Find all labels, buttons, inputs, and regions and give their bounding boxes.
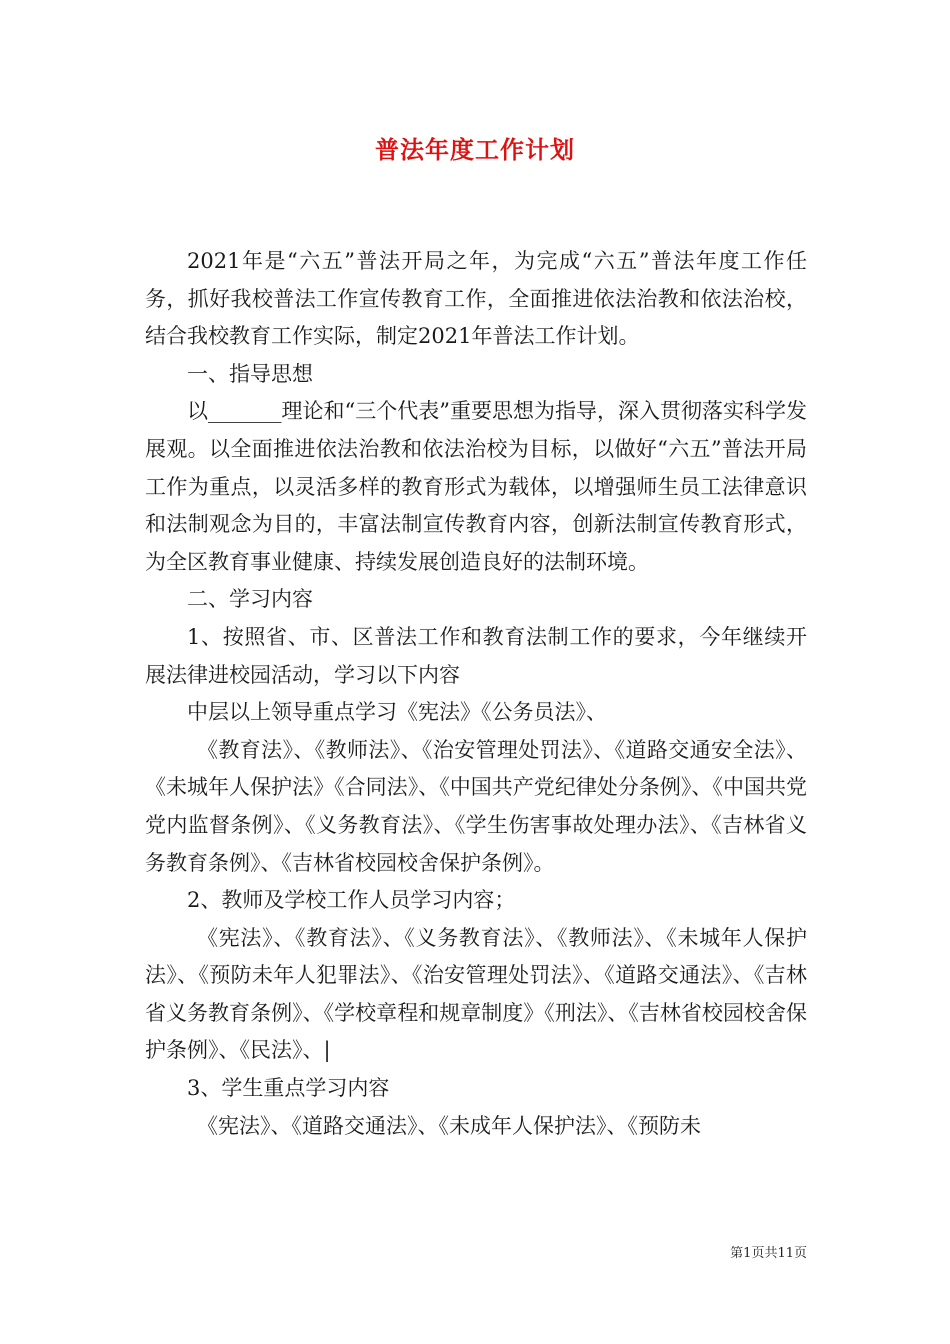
study-item-3: 3、学生重点学习内容 (187, 1076, 390, 1101)
page-number: 第1页共11页 (730, 1246, 807, 1261)
leaders-law-list: 《教育法》、《教师法》、《治安管理处罚法》、《道路交通安全法》、《未城年人保护法》《合同法》、《中国共产党纪律处分条例》、《中国共党党内监督条例》、《义务教育法》、《学生伤害事故处理办法》、《吉林省义务教育条例》、《吉林省校园校舍保护条例》。 (145, 737, 807, 875)
students-law-list: 《宪法》、《道路交通法》、《未成年人保护法》、《预防未 (197, 1113, 701, 1138)
leaders-study-line: 中层以上领导重点学习《宪法》《公务员法》、 (187, 700, 607, 725)
study-item-2: 2、教师及学校工作人员学习内容； (187, 888, 516, 913)
teachers-law-list: 《宪法》、《教育法》、《义务教育法》、《教师法》、《未城年人保护法》、《预防未年人犯罪法》、《治安管理处罚法》、《道路交通法》、《吉林省义务教育条例》、《学校章程和规章制度》《刑法》、《吉林省校园校舍保护条例》、《民法》、| (145, 925, 807, 1063)
document-title: 普法年度工作计划 (375, 135, 575, 164)
study-item-1: 1、按照省、市、区普法工作和教育法制工作的要求，今年继续开展法律进校园活动，学习以下内容 (145, 624, 807, 687)
guiding-thought-paragraph: 以_______理论和“三个代表”重要思想为指导，深入贯彻落实科学发展观。以全面推进依法治教和依法治校为目标，以做好“六五”普法开局工作为重点，以灵活多样的教育形式为载体，以增强师生员工法律意识和法制观念为目的，丰富法制宣传教育内容，创新法制宣传教育形式，为全区教育事业健康、持续发展创造良好的法制环境。 (145, 399, 807, 574)
section-heading-guiding-thought: 一、指导思想 (187, 361, 313, 386)
section-heading-study-content: 二、学习内容 (187, 587, 313, 612)
intro-paragraph: 2021年是“六五”普法开局之年，为完成“六五”普法年度工作任务，抓好我校普法工作宣传教育工作，全面推进依法治教和依法治校，结合我校教育工作实际，制定2021年普法工作计划。 (145, 249, 807, 349)
document-body (145, 243, 807, 1145)
